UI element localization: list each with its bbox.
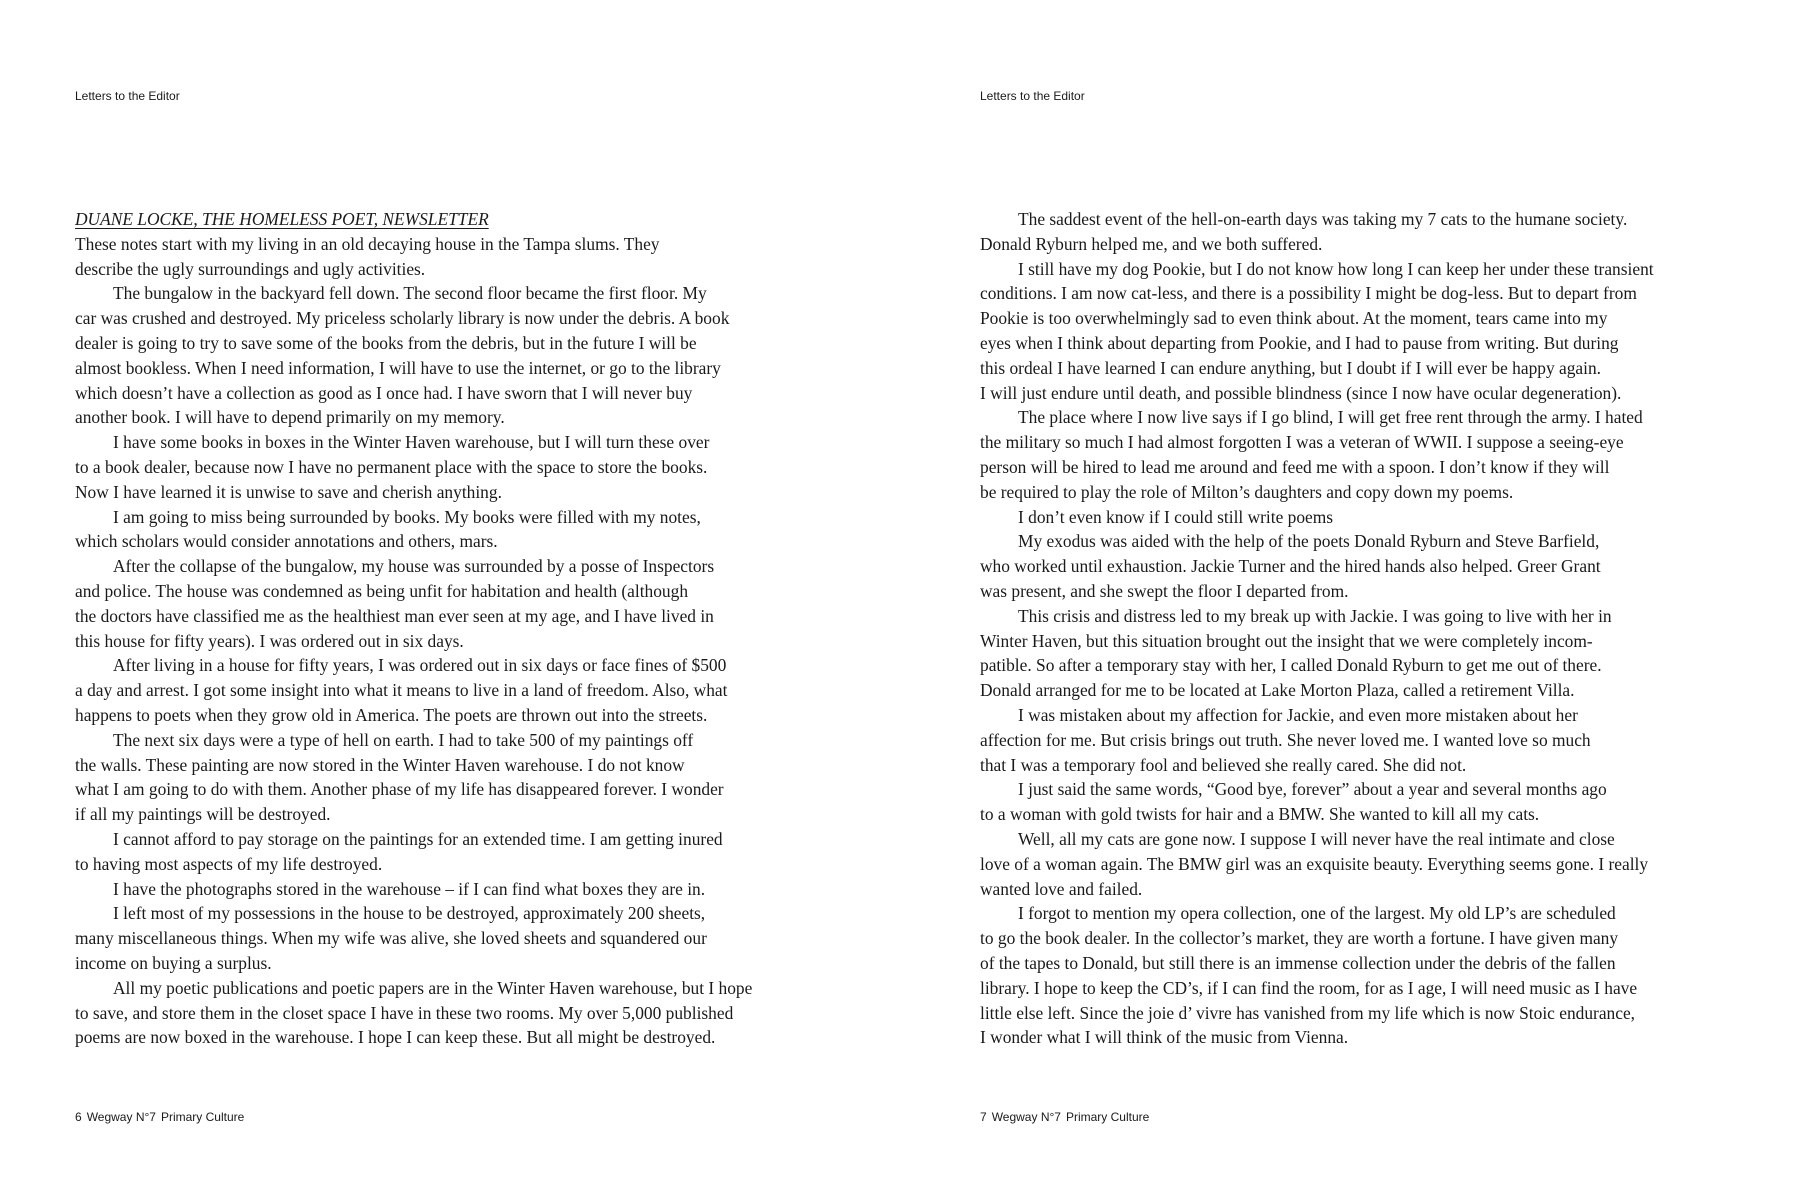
text-line: The saddest event of the hell-on-earth days was taking my 7 cats to the humane society.	[1018, 209, 1628, 229]
text-line: Winter Haven, but this situation brought out the insight that we were completely incom-	[980, 630, 1593, 651]
text-line: I wonder what I will think of the music from Vienna.	[980, 1027, 1349, 1048]
running-head: Letters to the Editor	[75, 89, 180, 103]
text-line: love of a woman again. The BMW girl was an exquisite beauty. Everything seems gone. I really	[980, 853, 1649, 874]
text-line: library. I hope to keep the CD’s, if I can find the room, for as I age, I will need music as I have	[980, 977, 1638, 998]
text-line: The next six days were a type of hell on earth. I had to take 500 of my paintings off	[113, 729, 694, 750]
section-name: Primary Culture	[160, 1110, 245, 1124]
text-line: patible. So after a temporary stay with her, I called Donald Ryburn to get me out of there.	[980, 655, 1602, 676]
article-body	[75, 207, 835, 1050]
section-name: Primary Culture	[1065, 1110, 1150, 1124]
text-line: I left most of my possessions in the house to be destroyed, approximately 200 sheets,	[113, 903, 706, 924]
text-line: to a woman with gold twists for hair and a BMW. She wanted to kill all my cats.	[980, 804, 1540, 825]
text-line: I am going to miss being surrounded by books. My books were filled with my notes,	[113, 506, 701, 527]
text-line: The place where I now live says if I go blind, I will get free rent through the army. I hated	[1018, 407, 1643, 428]
text-line: I just said the same words, “Good bye, forever” about a year and several months ago	[1018, 779, 1607, 800]
text-line: to having most aspects of my life destroyed.	[75, 853, 383, 874]
publication-name: Wegway N°7	[86, 1110, 156, 1124]
text-line: another book. I will have to depend primarily on my memory.	[75, 407, 505, 428]
text-line: The bungalow in the backyard fell down. The second floor became the first floor. My	[113, 283, 707, 304]
text-line: describe the ugly surroundings and ugly activities.	[75, 258, 426, 279]
text-line: to save, and store them in the closet space I have in these two rooms. My over 5,000 published	[75, 1002, 734, 1023]
running-head: Letters to the Editor	[980, 89, 1085, 103]
right-page	[900, 0, 1800, 1200]
text-line: this ordeal I have learned I can endure anything, but I doubt if I will ever be happy again.	[980, 357, 1602, 378]
publication-name: Wegway N°7	[991, 1110, 1061, 1124]
text-line: Well, all my cats are gone now. I suppose I will never have the real intimate and close	[1018, 828, 1615, 849]
text-line: to a book dealer, because now I have no permanent place with the space to store the books.	[75, 456, 708, 477]
text-line: of the tapes to Donald, but still there is an immense collection under the debris of the fallen	[980, 952, 1616, 973]
text-line: These notes start with my living in an old decaying house in the Tampa slums. They	[75, 233, 660, 254]
text-line: what I am going to do with them. Another phase of my life has disappeared forever. I wonder	[75, 779, 724, 800]
text-line: person will be hired to lead me around and feed me with a spoon. I don’t know if they will	[980, 456, 1610, 477]
text-line: be required to play the role of Milton’s daughters and copy down my poems.	[980, 481, 1514, 502]
text-line: which scholars would consider annotations and others, mars.	[75, 531, 498, 552]
text-line: poems are now boxed in the warehouse. I hope I can keep these. But all might be destroyed.	[75, 1027, 716, 1048]
text-line: income on buying a surplus.	[75, 952, 272, 973]
text-line: My exodus was aided with the help of the poets Donald Ryburn and Steve Barfield,	[1018, 531, 1600, 552]
page-footer	[75, 1110, 249, 1124]
text-line: affection for me. But crisis brings out truth. She never loved me. I wanted love so much	[980, 729, 1591, 750]
text-line: the doctors have classified me as the healthiest man ever seen at my age, and I have lived in	[75, 605, 714, 626]
text-line: After the collapse of the bungalow, my house was surrounded by a posse of Inspectors	[113, 556, 715, 577]
text-line: little else left. Since the joie d’ vivre has vanished from my life which is now Stoic endurance,	[980, 1002, 1636, 1023]
text-line: car was crushed and destroyed. My priceless scholarly library is now under the debris. A book	[75, 308, 730, 329]
text-line: I cannot afford to pay storage on the paintings for an extended time. I am getting inured	[113, 828, 723, 849]
text-line: the military so much I had almost forgotten I was a veteran of WWII. I suppose a seeing-eye	[980, 432, 1624, 453]
article-heading: DUANE LOCKE, THE HOMELESS POET, NEWSLETTER	[75, 209, 489, 229]
text-line: Donald Ryburn helped me, and we both suffered.	[980, 233, 1323, 254]
text-line: All my poetic publications and poetic papers are in the Winter Haven warehouse, but I hope	[113, 977, 753, 998]
text-line: to go the book dealer. In the collector’s market, they are worth a fortune. I have given many	[980, 928, 1619, 949]
page-footer	[980, 1110, 1154, 1124]
text-line: I still have my dog Pookie, but I do not know how long I can keep her under these transient	[1018, 258, 1654, 279]
text-line: This crisis and distress led to my break up with Jackie. I was going to live with her in	[1018, 605, 1612, 626]
text-line: this house for fifty years). I was ordered out in six days.	[75, 630, 464, 651]
text-line: many miscellaneous things. When my wife was alive, she loved sheets and squandered our	[75, 928, 707, 949]
text-line: conditions. I am now cat-less, and there is a possibility I might be dog-less. But to depart from	[980, 283, 1637, 304]
text-line: I don’t even know if I could still write poems	[1018, 506, 1334, 527]
text-line: Pookie is too overwhelmingly sad to even think about. At the moment, tears came into my	[980, 308, 1608, 329]
text-line: the walls. These painting are now stored in the Winter Haven warehouse. I do not know	[75, 754, 685, 775]
text-line: eyes when I think about departing from Pookie, and I had to pause from writing. But during	[980, 332, 1619, 353]
text-line: that I was a temporary fool and believed she really cared. She did not.	[980, 754, 1467, 775]
text-line: a day and arrest. I got some insight into what it means to live in a land of freedom. Also, what	[75, 680, 728, 701]
text-line: happens to poets when they grow old in America. The poets are thrown out into the streets.	[75, 704, 708, 725]
text-line: Now I have learned it is unwise to save and cherish anything.	[75, 481, 502, 502]
text-line: almost bookless. When I need information, I will have to use the internet, or go to the library	[75, 357, 721, 378]
text-line: dealer is going to try to save some of the books from the debris, but in the future I will be	[75, 332, 697, 353]
text-line: I have the photographs stored in the warehouse – if I can find what boxes they are in.	[113, 878, 706, 899]
text-line: and police. The house was condemned as being unfit for habitation and health (although	[75, 580, 689, 601]
text-line: which doesn’t have a collection as good as I once had. I have sworn that I will never buy	[75, 382, 693, 403]
text-line: if all my paintings will be destroyed.	[75, 804, 331, 825]
page-number: 7	[980, 1110, 987, 1124]
text-line: I will just endure until death, and possible blindness (since I now have ocular degeneration).	[980, 382, 1622, 403]
text-line: who worked until exhaustion. Jackie Turner and the hired hands also helped. Greer Grant	[980, 556, 1601, 577]
text-line: I was mistaken about my affection for Jackie, and even more mistaken about her	[1018, 704, 1578, 725]
text-line: After living in a house for fifty years, I was ordered out in six days or face fines of $500	[113, 655, 727, 676]
text-line: I have some books in boxes in the Winter Haven warehouse, but I will turn these over	[113, 432, 710, 453]
text-line: wanted love and failed.	[980, 878, 1143, 899]
article-body	[980, 207, 1755, 1050]
text-line: Donald arranged for me to be located at Lake Morton Plaza, called a retirement Villa.	[980, 680, 1575, 701]
text-line: was present, and she swept the floor I departed from.	[980, 580, 1349, 601]
page-number: 6	[75, 1110, 82, 1124]
text-line: I forgot to mention my opera collection, one of the largest. My old LP’s are scheduled	[1018, 903, 1616, 924]
